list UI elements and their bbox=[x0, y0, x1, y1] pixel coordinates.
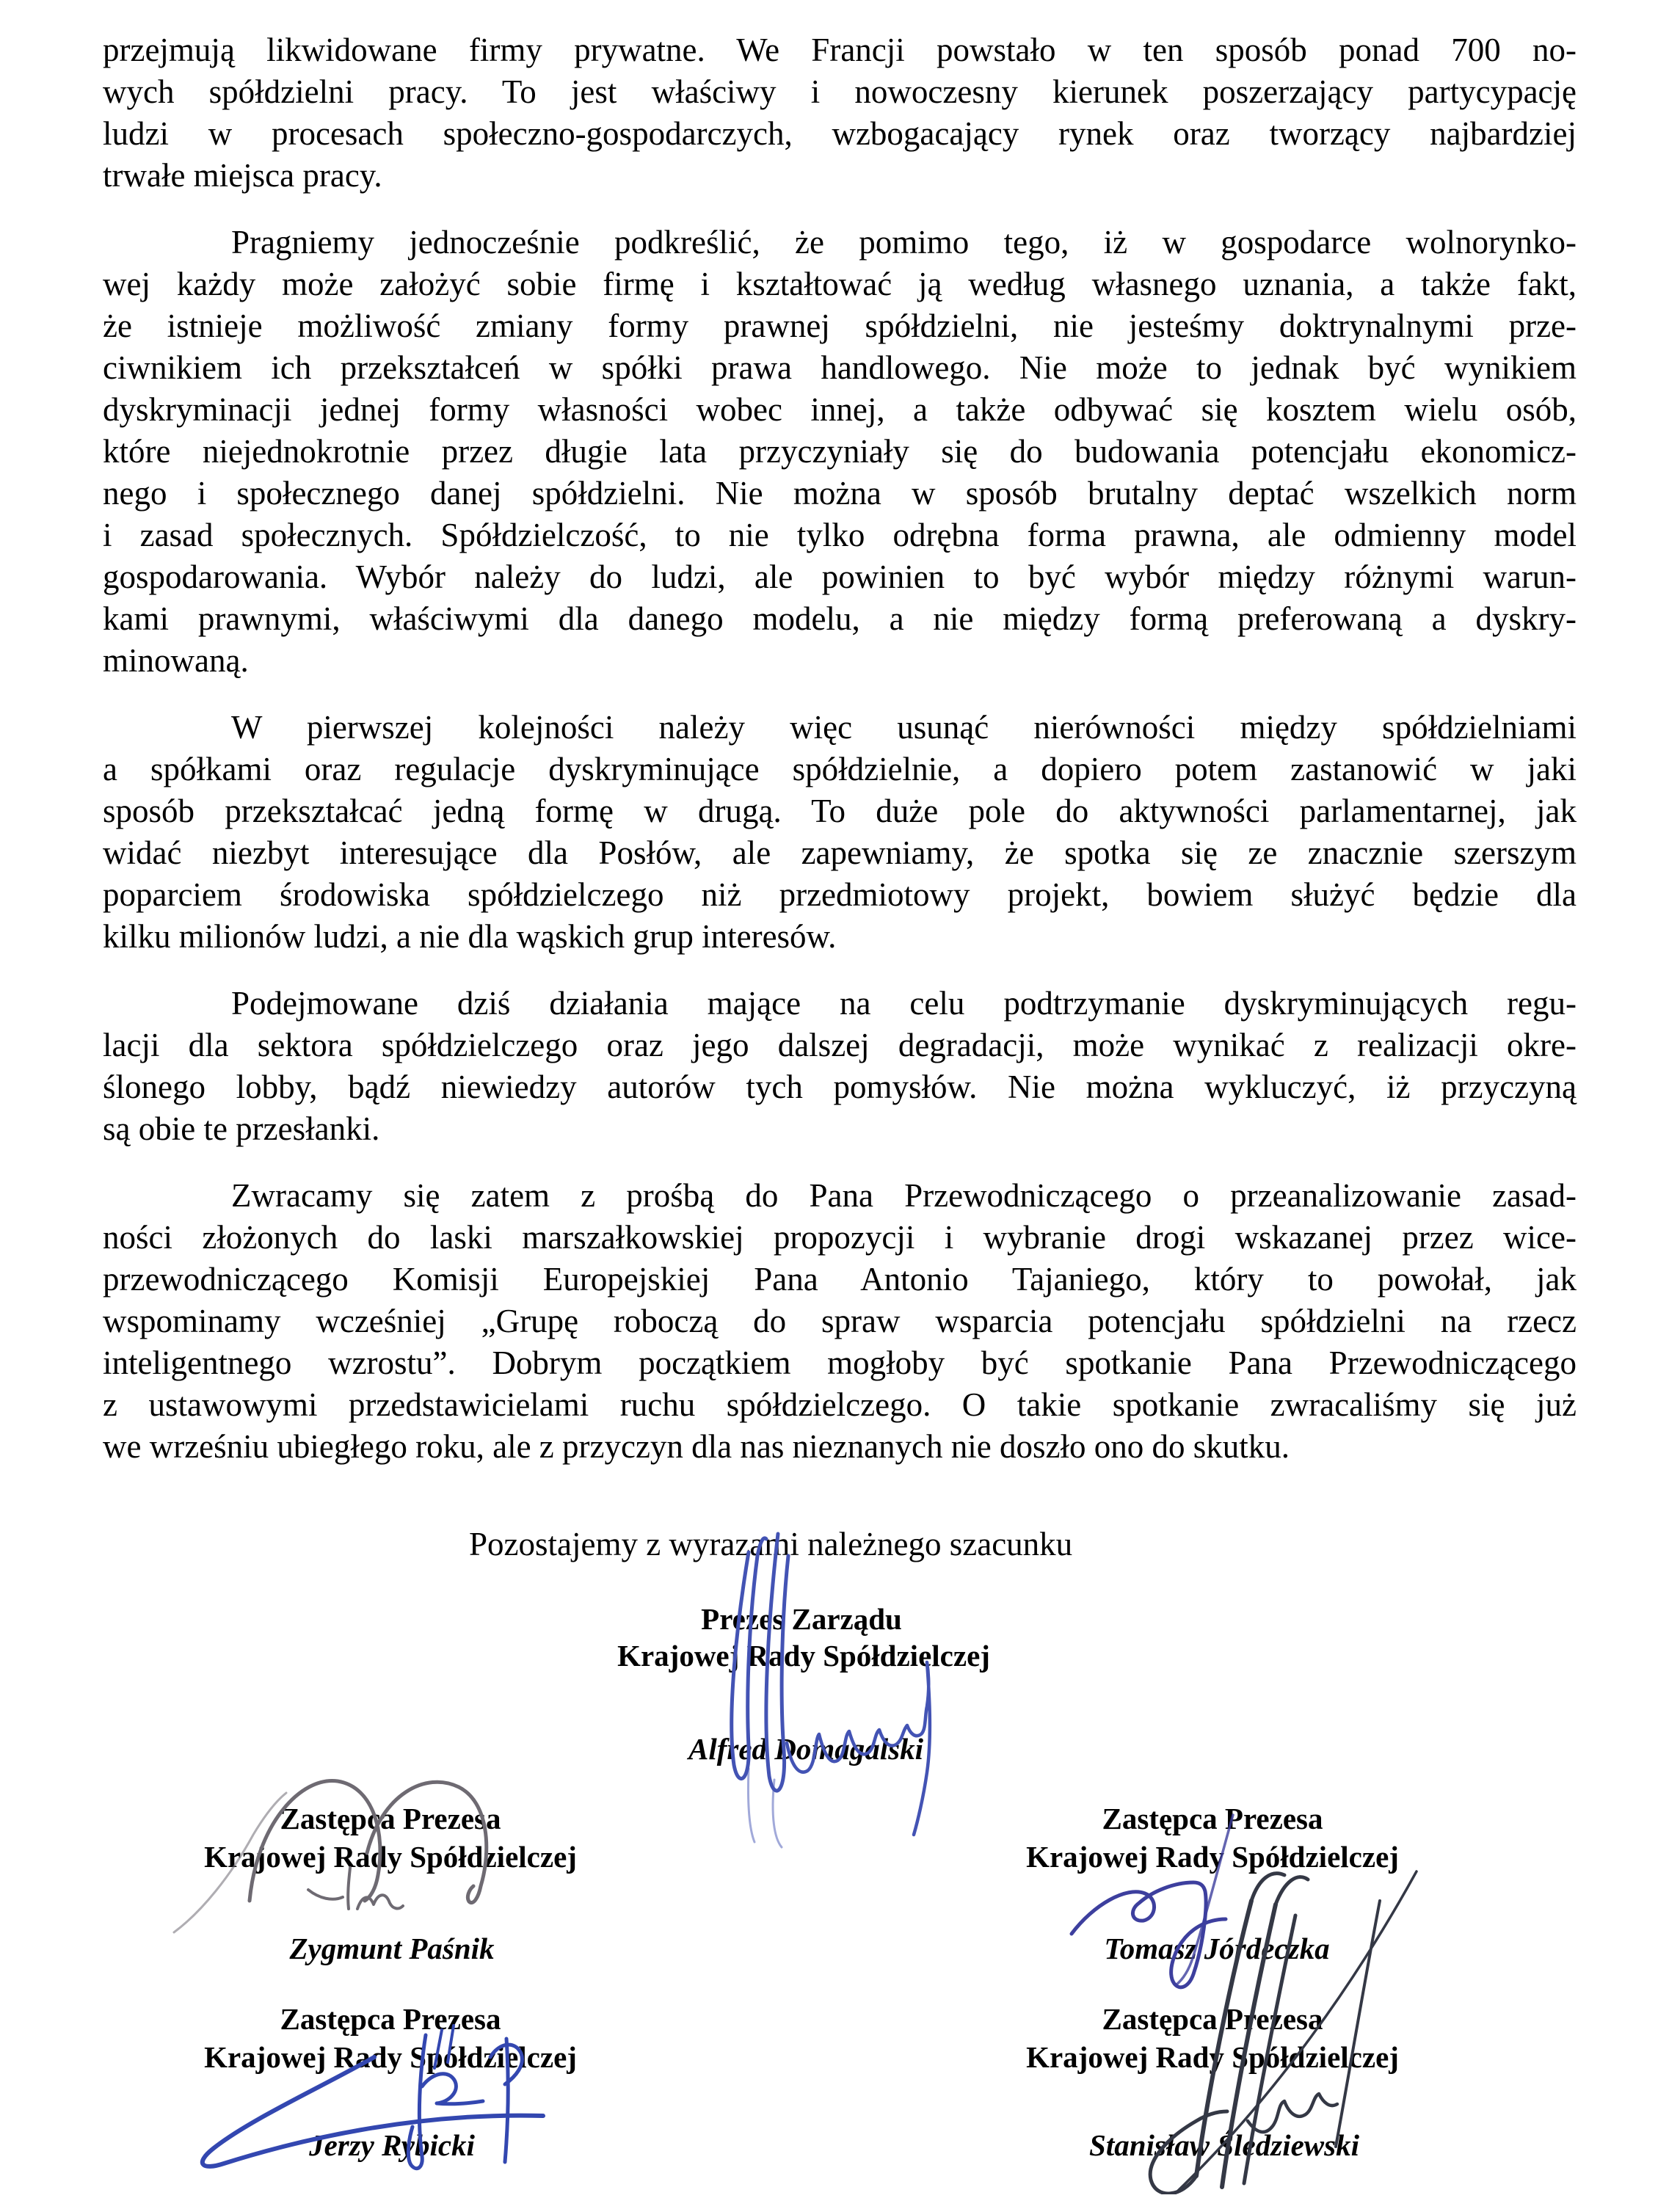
body-line: poparciem środowiska spółdzielczego niż przedmiotowy projekt, bowiem służyć będzie dla bbox=[103, 876, 1577, 913]
letter-body bbox=[103, 29, 1577, 1468]
body-line: gospodarowania. Wybór należy do ludzi, ale powinien to być wybór między różnymi warun- bbox=[103, 558, 1577, 595]
signature-alfred-domagalski-ink bbox=[705, 1523, 939, 1853]
body-line: a spółkami oraz regulacje dyskryminujące spółdzielnie, a dopiero potem zastanowić w jaki bbox=[103, 751, 1577, 787]
deputy3-title-line2: Krajowej Rady Spółdzielczej bbox=[204, 2040, 577, 2074]
body-line: Zwracamy się zatem z prośbą do Pana Przewodniczącego o przeanalizowanie zasad- bbox=[231, 1177, 1577, 1214]
body-line: kilku milionów ludzi, a nie dla wąskich grup interesów. bbox=[103, 918, 837, 955]
body-line: lacji dla sektora spółdzielczego oraz jego dalszej degradacji, może wynikać z realizacji okre- bbox=[103, 1027, 1577, 1063]
body-line: że istnieje możliwość zmiany formy prawnej spółdzielni, nie jesteśmy doktrynalnymi prze- bbox=[103, 307, 1577, 344]
president-title-line2: Krajowej Rady Spółdzielczej bbox=[617, 1639, 990, 1673]
deputy1-title-line1: Zastępca Prezesa bbox=[280, 1802, 501, 1835]
body-line: z ustawowymi przedstawicielami ruchu spółdzielczego. O takie spotkanie zwracaliśmy się już bbox=[103, 1386, 1577, 1423]
deputy3-name: Jerzy Rybicki bbox=[309, 2128, 475, 2162]
body-line: wspominamy wcześniej „Grupę roboczą do spraw wsparcia potencjału spółdzielni na rzecz bbox=[103, 1303, 1577, 1339]
deputy2-name: Tomasz Jórdeczka bbox=[1104, 1932, 1330, 1965]
president-title-line1: Prezes Zarządu bbox=[701, 1602, 902, 1636]
body-line: ślonego lobby, bądź niewiedzy autorów tych pomysłów. Nie można wykluczyć, iż przyczyną bbox=[103, 1069, 1577, 1105]
body-line: inteligentnego wzrostu”. Dobrym początkiem mogłoby być spotkanie Pana Przewodniczącego bbox=[103, 1344, 1577, 1381]
body-line: Podejmowane dziś działania mające na celu podtrzymanie dyskryminujących regu- bbox=[231, 985, 1577, 1022]
deputy2-title-line1: Zastępca Prezesa bbox=[1102, 1802, 1323, 1835]
body-line: ludzi w procesach społeczno-gospodarczych, wzbogacający rynek oraz tworzący najbardziej bbox=[103, 115, 1577, 152]
paragraph bbox=[103, 1175, 1577, 1468]
body-line: W pierwszej kolejności należy więc usunąć nierówności między spółdzielniami bbox=[231, 709, 1577, 746]
paragraph bbox=[103, 707, 1577, 958]
body-line: wej każdy może założyć sobie firmę i kształtować ją według własnego uznania, a także fakt, bbox=[103, 266, 1577, 302]
body-line: nego i społecznego danej spółdzielni. Nie można w sposób brutalny deptać wszelkich norm bbox=[103, 475, 1577, 512]
deputy4-title-line1: Zastępca Prezesa bbox=[1102, 2002, 1323, 2036]
paragraph bbox=[103, 983, 1577, 1150]
deputy1-name: Zygmunt Paśnik bbox=[289, 1932, 495, 1965]
body-line: przewodniczącego Komisji Europejskiej Pana Antonio Tajaniego, który to powołał, jak bbox=[103, 1261, 1577, 1298]
signature-tomasz-jordeczka-ink bbox=[1050, 1809, 1270, 2000]
body-line: dyskryminacji jednej formy własności wobec innej, a także odbywać się kosztem wielu osób, bbox=[103, 391, 1577, 428]
body-line: ności złożonych do laski marszałkowskiej propozycji i wybranie drogi wskazanej przez wice- bbox=[103, 1219, 1577, 1256]
body-line: kami prawnymi, właściwymi dla danego modelu, a nie między formą preferowaną a dyskry- bbox=[103, 600, 1577, 637]
body-line: ciwnikiem ich przekształceń w spółki prawa handlowego. Nie może to jednak być wynikiem bbox=[103, 349, 1577, 386]
body-line: sposób przekształcać jedną formę w drugą. To duże pole do aktywności parlamentarnej, jak bbox=[103, 793, 1577, 829]
deputy2-title-line2: Krajowej Rady Spółdzielczej bbox=[1026, 1840, 1399, 1874]
deputy4-title-line2: Krajowej Rady Spółdzielczej bbox=[1026, 2040, 1399, 2074]
deputy1-title-line2: Krajowej Rady Spółdzielczej bbox=[204, 1840, 577, 1874]
deputy4-name: Stanisław Śledziewski bbox=[1089, 2128, 1359, 2162]
deputy3-title-line1: Zastępca Prezesa bbox=[280, 2002, 501, 2036]
president-name: Alfred Domagalski bbox=[688, 1732, 924, 1766]
paragraph bbox=[103, 29, 1577, 197]
body-line: które niejednokrotnie przez długie lata przyczyniały się do budowania potencjału ekonomicz- bbox=[103, 433, 1577, 470]
body-line: i zasad społecznych. Spółdzielczość, to nie tylko odrębna forma prawna, ale odmienny model bbox=[103, 517, 1577, 553]
body-line: wych spółdzielni pracy. To jest właściwy i nowoczesny kierunek poszerzający partycypację bbox=[103, 73, 1577, 110]
closing-line: Pozostajemy z wyrazami należnego szacunku bbox=[469, 1526, 1073, 1562]
body-line: Pragniemy jednocześnie podkreślić, że pomimo tego, iż w gospodarce wolnorynko- bbox=[231, 224, 1577, 261]
body-line: minowaną. bbox=[103, 642, 249, 679]
body-line: we wrześniu ubiegłego roku, ale z przyczyn dla nas nieznanych nie doszło ono do skutku. bbox=[103, 1428, 1290, 1465]
paragraph bbox=[103, 222, 1577, 682]
body-line: przejmują likwidowane firmy prywatne. We Francji powstało w ten sposób ponad 700 no- bbox=[103, 32, 1577, 68]
body-line: widać niezbyt interesujące dla Posłów, ale zapewniamy, że spotka się ze znacznie szerszym bbox=[103, 834, 1577, 871]
body-line: trwałe miejsca pracy. bbox=[103, 157, 382, 194]
body-line: są obie te przesłanki. bbox=[103, 1110, 380, 1147]
